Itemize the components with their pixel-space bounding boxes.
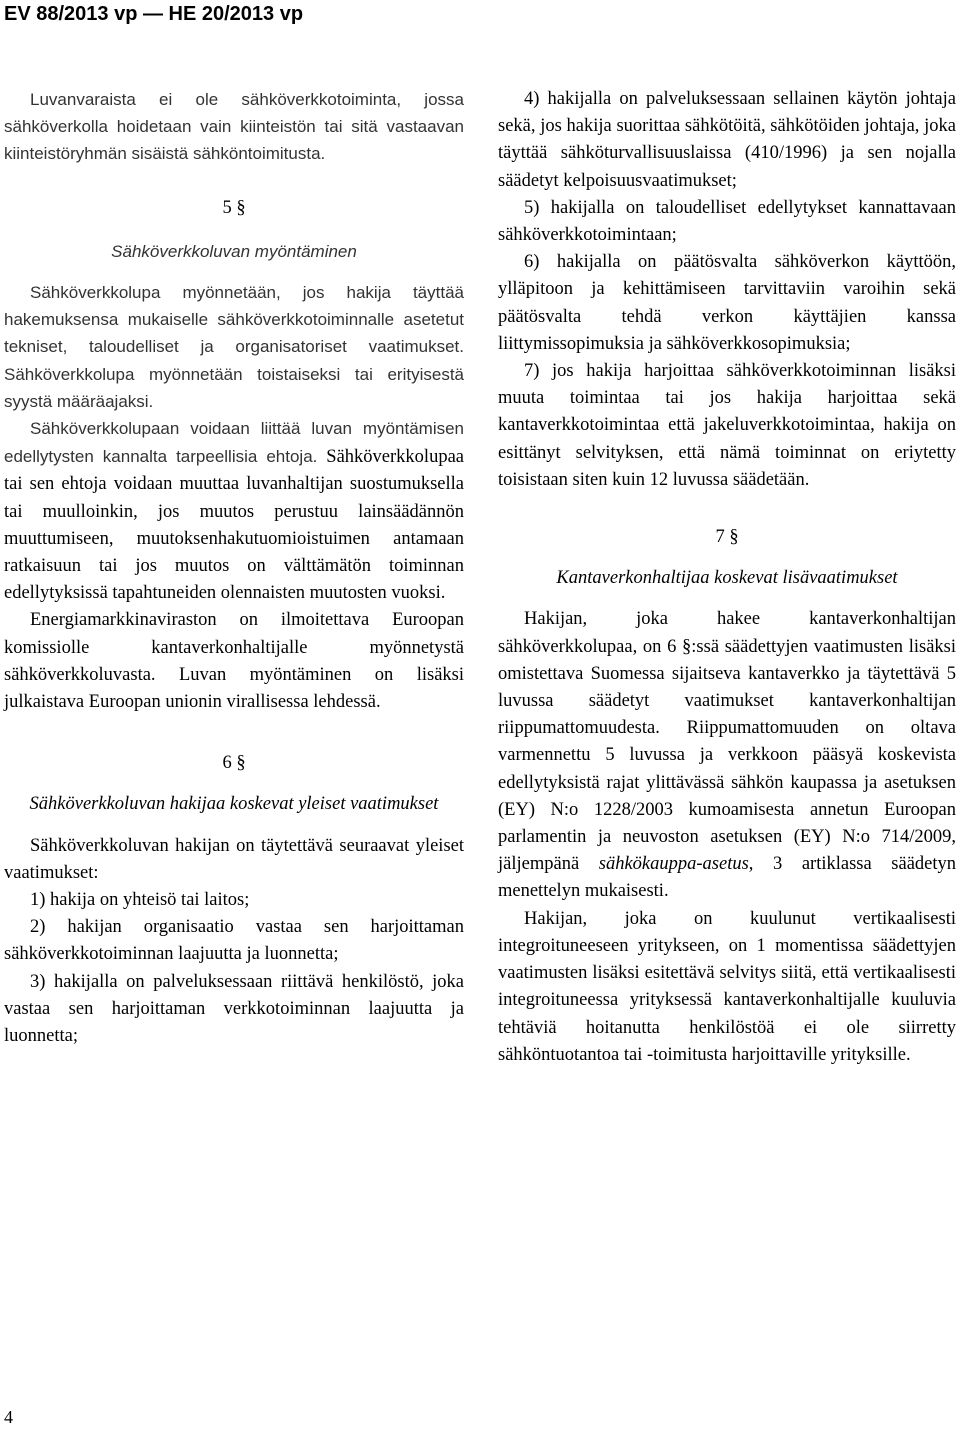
section-7-paragraph-1-text: Hakijan, joka hakee kantaverkonhaltijan sähköverkkolupaa, on 6 §:ssä säädettyjen vaatimusten lisäksi omistettava Suomessa sijaitseva kantaverkko ja täytettävä 5 luvussa säädetyt vaatimukset kantaverkonhaltijan riippumattomuudesta. Riippumattomuuden on oltava varmennettu 5 luvussa ja verkkoon pääsyä koskevista edellytyksistä rajat ylittävässä sähkön kaupassa ja asetuksen (EY) N:o 1228/2003 kumoamisesta annetun Euroopan parlamentin ja neuvoston asetuksen (EY) N:o 714/2009, jäljempänä bbox=[498, 609, 956, 875]
section-6-item-7: 7) jos hakija harjoittaa sähköverkkotoiminnan lisäksi muuta toimintaa tai jos hakija harjoittaa sekä kantaverkkotoimintaa että jakeluverkkotoimintaa, hakija on esittänyt selvityksen, että nämä toiminnat on eriytetty toisistaan siten kuin 12 luvussa säädetään. bbox=[498, 361, 956, 490]
section-5-number: 5 § bbox=[222, 197, 246, 218]
section-6-title: Sähköverkkoluvan hakijaa koskevat yleiset vaatimukset bbox=[29, 794, 439, 815]
section-7-paragraph-1 bbox=[498, 606, 956, 905]
right-column bbox=[498, 86, 956, 1069]
section-6-item-4: 4) hakijalla on palveluksessaan sellainen käytön johtaja sekä, jos hakija suorittaa sähkötöitä, sähkötöiden johtaja, joka täyttää sähköturvallisuuslaissa (410/1996) ja sen nojalla säädetyt kelpoisuusvaatimukset; bbox=[498, 89, 956, 191]
left-column bbox=[4, 86, 464, 1050]
section-6-paragraph-1: Sähköverkkoluvan hakijan on täytettävä seuraavat yleiset vaatimukset: bbox=[4, 835, 464, 883]
section-6-item-2: 2) hakijan organisaatio vastaa sen harjoittaman sähköverkkotoiminnan laajuutta ja luonnetta; bbox=[4, 917, 464, 965]
section-6-item-6: 6) hakijalla on päätösvalta sähköverkon käyttöön, ylläpitoon ja kehittämiseen tarvittaviin varoihin sekä päätösvalta tehdä verkon käyttäjien kanssa liittymissopimuksia ja sähköverkkosopimuksia; bbox=[498, 252, 956, 354]
page-number: 4 bbox=[4, 1407, 13, 1427]
section-6-item-1: 1) hakija on yhteisö tai laitos; bbox=[30, 890, 250, 911]
section-5-paragraph-1: Sähköverkkolupa myönnetään, jos hakija täyttää hakemuksensa mukaiselle sähköverkkotoiminnalle asetetut tekniset, taloudelliset ja organisatoriset vaatimukset. Sähköverkkolupa myönnetään toistaiseksi tai erityisestä syystä määräajaksi. bbox=[4, 283, 464, 411]
section-6-item-5: 5) hakijalla on taloudelliset edellytykset kannattavaan sähköverkkotoimintaan; bbox=[498, 197, 956, 246]
section-5-paragraph-2 bbox=[4, 415, 464, 607]
section-6-item-3: 3) hakijalla on palveluksessaan riittävä henkilöstö, joka vastaa sen harjoittaman verkkotoiminnan laajuutta ja luonnetta; bbox=[4, 971, 464, 1047]
section-7-number: 7 § bbox=[715, 527, 739, 548]
section-6-number: 6 § bbox=[222, 753, 246, 774]
section-7-paragraph-1-italic: sähkökauppa-asetus bbox=[598, 854, 749, 875]
section-7-title: Kantaverkonhaltijaa koskevat lisävaatimukset bbox=[556, 568, 898, 589]
section-5-paragraph-3: Energiamarkkinaviraston on ilmoitettava Euroopan komissiolle kantaverkonhaltijalle myönnetystä sähköverkkoluvasta. Luvan myöntäminen on lisäksi julkaistava Euroopan unionin virallisessa lehdessä. bbox=[4, 610, 464, 713]
section-5-paragraph-2-rest: Sähköverkkolupaa tai sen ehtoja voidaan muuttaa luvanhaltijan suostumuksella tai muulloinkin, jos muutos perustuu lainsäädännön muuttumiseen, muutoksenhakutuomioistuimen antamaan ratkaisuun tai jos muutos on välttämätön toiminnan edellytyksissä tapahtuneiden olennaisten muutosten vuoksi. bbox=[4, 447, 464, 604]
intro-paragraph: Luvanvaraista ei ole sähköverkkotoiminta, jossa sähköverkolla hoidetaan vain kiinteistön tai sitä vastaavan kiinteistöryhmän sisäistä sähköntoimitusta. bbox=[4, 90, 464, 164]
header-title: EV 88/2013 vp — HE 20/2013 vp bbox=[4, 3, 304, 25]
section-5-title: Sähköverkkoluvan myöntäminen bbox=[111, 241, 357, 261]
page-header bbox=[0, 0, 960, 36]
section-5-paragraph-2-lead: Sähköverkkolupaan voidaan liittää luvan myöntämisen edellytysten kannalta tarpeellisia ehtoja. bbox=[4, 419, 464, 467]
section-7-paragraph-2: Hakijan, joka on kuulunut vertikaalisesti integroituneeseen yritykseen, on 1 momentissa säädettyjen vaatimusten lisäksi esitettävä selvitys siitä, että vertikaalisesti integroituneessa yrityksessä kantaverkonhaltijalle kuuluvia tehtäviä hoitanutta henkilöstöä ei ole siirretty sähköntuotantoa tai -toimitusta harjoittaville yrityksille. bbox=[498, 908, 956, 1065]
section-7-paragraph-1-end: , 3 artiklassa säädetyn menettelyn mukaisesti. bbox=[498, 854, 957, 902]
